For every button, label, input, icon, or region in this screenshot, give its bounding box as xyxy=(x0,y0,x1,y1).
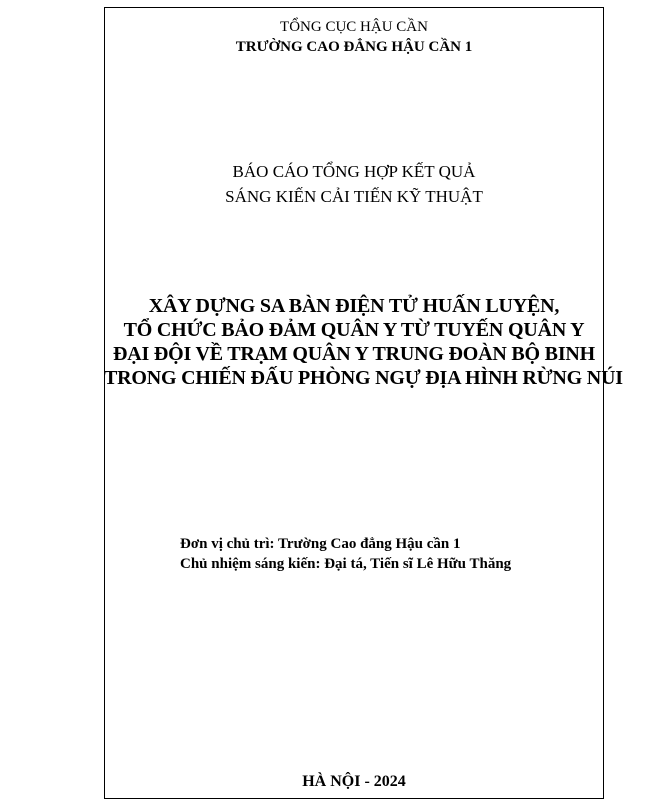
document-title-line-4: TRONG CHIẾN ĐẤU PHÒNG NGỰ ĐỊA HÌNH RỪNG NÚI xyxy=(104,367,623,389)
host-unit: Đơn vị chủ trì: Trường Cao đẳng Hậu cần 1 xyxy=(180,536,461,552)
school-name: TRƯỜNG CAO ĐẲNG HẬU CẦN 1 xyxy=(235,39,473,55)
report-type-line-1: BÁO CÁO TỔNG HỢP KẾT QUẢ xyxy=(232,162,476,181)
document-title-line-2: TỔ CHỨC BẢO ĐẢM QUÂN Y TỪ TUYẾN QUÂN Y xyxy=(123,319,585,341)
place-and-year: HÀ NỘI - 2024 xyxy=(302,773,406,790)
page-border xyxy=(104,7,623,799)
report-type-line-2: SÁNG KIẾN CẢI TIẾN KỸ THUẬT xyxy=(225,187,483,206)
agency-name: TỔNG CỤC HẬU CẦN xyxy=(280,19,428,35)
initiative-lead: Chủ nhiệm sáng kiến: Đại tá, Tiến sĩ Lê Hữu Thăng xyxy=(180,556,512,572)
document-title-line-3: ĐẠI ĐỘI VỀ TRẠM QUÂN Y TRUNG ĐOÀN BỘ BINH xyxy=(112,343,596,365)
document-title-line-1: XÂY DỰNG SA BÀN ĐIỆN TỬ HUẤN LUYỆN, xyxy=(148,295,560,317)
